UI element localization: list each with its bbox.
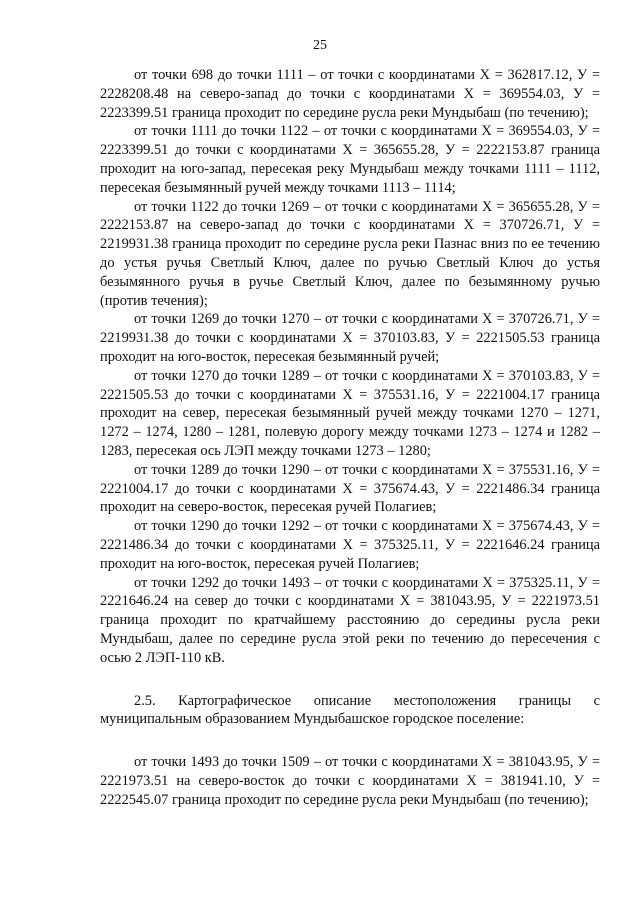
section-heading: 2.5. Картографическое описание местоположения границы с муниципальным образованием Мундыбашское городское поселение: [100,692,600,728]
boundary-paragraph: от точки 1111 до точки 1122 – от точки с координатами Х = 369554.03, У = 2223399.51 до точки с координатами Х = 365655.28, У = 2222153.87 граница проходит на юго-запад, пересекая реку Мундыбаш между точками 1111 – 1112, пересекая безымянный ручей между точками 1113 – 1114; [100,123,600,196]
boundary-paragraph: от точки 1122 до точки 1269 – от точки с координатами Х = 365655.28, У = 2222153.87 на северо-запад до точки с координатами Х = 370726.71, У = 2219931.38 граница проходит по середине русла реки Пазнас вниз по ее течению до устья ручья Светлый Ключ, далее по ручью Светлый Ключ до устья безымянного ручья в ручье Светлый Ключ, далее по безымянному ручью (против течения); [100,198,600,309]
boundary-paragraph: от точки 1270 до точки 1289 – от точки с координатами Х = 370103.83, У = 2221505.53 до точки с координатами Х = 375531.16, У = 2221004.17 граница проходит на север, пересекая безымянный ручей между точками 1270 – 1271, 1272 – 1274, 1280 – 1281, полевую дорогу между точками 1273 – 1274 и 1282 – 1283, пересекая ось ЛЭП между точками 1273 – 1280; [100,367,600,459]
boundary-paragraph: от точки 1289 до точки 1290 – от точки с координатами Х = 375531.16, У = 2221004.17 до точки с координатами Х = 375674.43, У = 2221486.34 граница проходит на северо-восток, пересекая ручей Полагиев; [100,461,600,516]
document-body [100,66,600,809]
page-number: 25 [313,38,327,53]
boundary-paragraph: от точки 698 до точки 1111 – от точки с координатами Х = 362817.12, У = 2228208.48 на северо-запад до точки с координатами Х = 369554.03, У = 2223399.51 граница проходит по середине русла реки Мундыбаш (по течению); [100,67,600,121]
boundary-paragraph: от точки 1269 до точки 1270 – от точки с координатами Х = 370726.71, У = 2219931.38 до точки с координатами Х = 370103.83, У = 2221505.53 граница проходит на юго-восток, пересекая безымянный ручей; [100,311,600,365]
boundary-paragraph: от точки 1493 до точки 1509 – от точки с координатами Х = 381043.95, У = 2221973.51 на северо-восток до точки с координатами Х = 381941.10, У = 2222545.07 граница проходит по середине русла реки Мундыбаш (по течению); [100,754,600,808]
boundary-paragraph: от точки 1292 до точки 1493 – от точки с координатами Х = 375325.11, У = 2221646.24 на север до точки с координатами Х = 381043.95, У = 2221973.51 граница проходит по кратчайшему расстоянию до середины русла реки Мундыбаш, далее по середине русла этой реки по течению до пересечения с осью 2 ЛЭП-110 кВ. [100,574,600,666]
boundary-paragraph: от точки 1290 до точки 1292 – от точки с координатами Х = 375674.43, У = 2221486.34 до точки с координатами Х = 375325.11, У = 2221646.24 граница проходит на юго-восток, пересекая ручей Полагиев; [100,518,600,572]
